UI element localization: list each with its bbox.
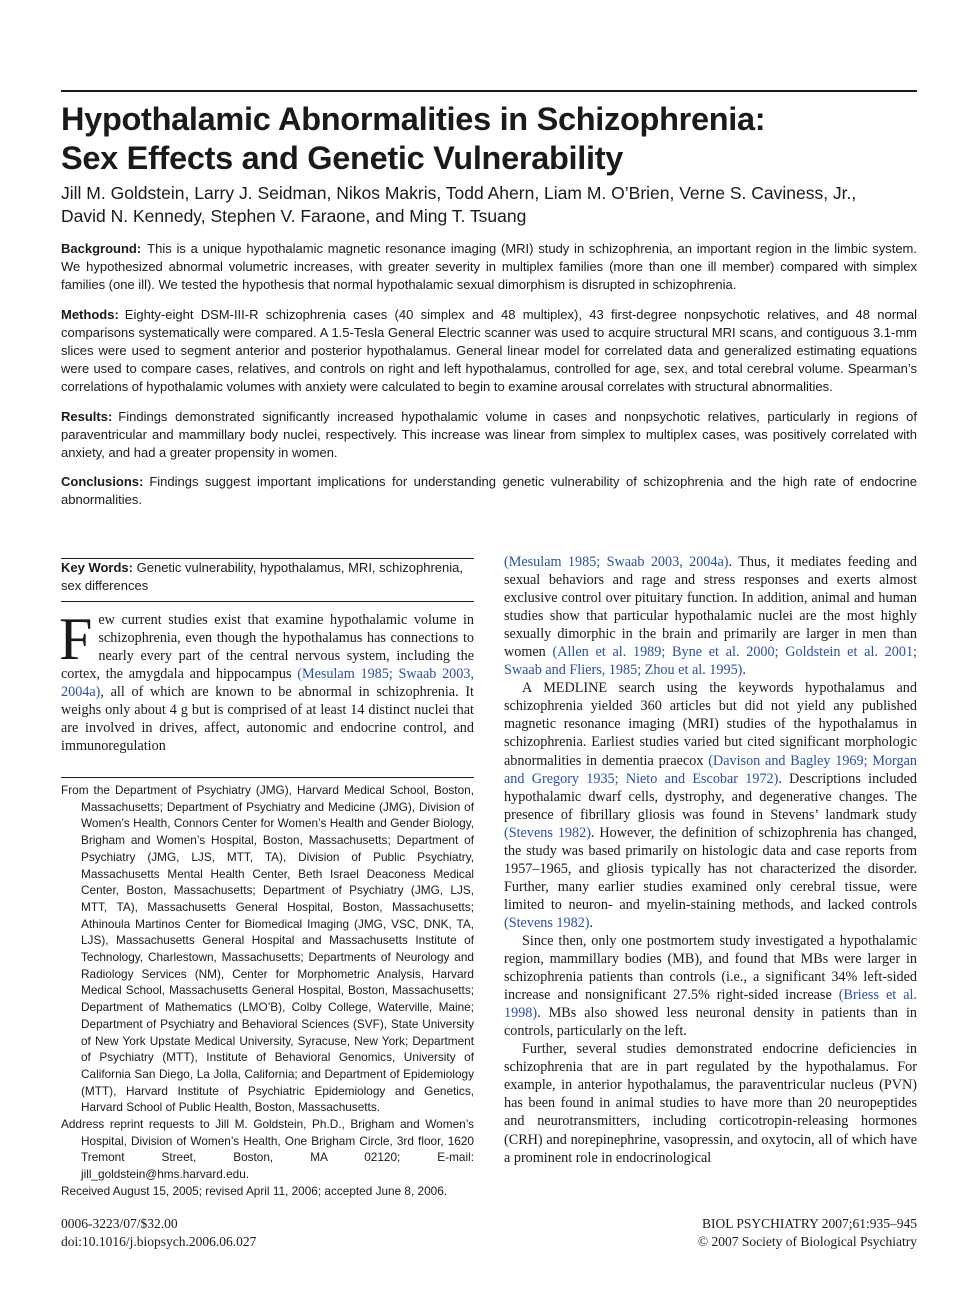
journal-citation: BIOL PSYCHIATRY 2007;61:935–945 (701, 1216, 917, 1231)
abstract-background (61, 240, 917, 295)
footnote-divider (61, 777, 474, 778)
body-paragraph-4: Further, several studies demonstrated endocrine deficiencies in schizophrenia that are in part regulated by the hypothalamus. For example, in anterior hypothalamus, the paraventricular nucleus (PVN) has been found in animal studies to have more than 20 neuropeptides and neurotransmitters, including corticotropin-releasing hormones (CRH) and norepinephrine, vasopressin, and oxytocin, all of which have a prominent role in endocrinological (504, 1041, 917, 1166)
body-paragraph-3 (504, 932, 917, 1040)
abstract-methods (61, 306, 917, 397)
conclusions-label: Conclusions: (61, 474, 144, 490)
body-text: A MEDLINE search using the keywords hypothalamus and schizophrenia yielded 360 articles but did not yield any published magnetic resonance imaging (MRI) studies of the hypothalamus in schizophrenia. Earliest studies varied but cited significant morphologic abnormalities in dementia praecox (504, 680, 917, 769)
conclusions-text: Findings suggest important implications for understanding genetic vulnerability of schizophrenia and the high rate of endocrine abnormalities. (61, 474, 917, 508)
header-rule (61, 90, 917, 92)
footer-left (61, 1215, 256, 1250)
background-label: Background: (61, 241, 142, 256)
drop-cap: F (59, 606, 93, 672)
citation-link[interactable]: (Stevens 1982) (504, 824, 591, 841)
copyright: © 2007 Society of Biological Psychiatry (697, 1233, 917, 1249)
body-text: . Thus, it mediates feeding and sexual behaviors and rage and stress responses and exerts almost exclusive control over pituitary function. In addition, animal and human studies show that particular hypothalamic nuclei are the most highly sexually dimorphic in the brain and primarily are larger in men than women (504, 554, 917, 661)
body-column-right (504, 553, 917, 1167)
issn-price: 0006-3223/07/$32.00 (61, 1216, 178, 1231)
affiliations (61, 782, 474, 1200)
intro-text-a: ew current studies exist that examine hypothalamic volume in schizophrenia, even though the hypothalamus has connections to nearly every part of the central nervous system, including the cortex, the amygdala and hippocampus (61, 612, 474, 683)
body-text: . MBs also showed less neuronal density in patients than in controls, particularly on the left. (504, 1005, 917, 1040)
background-text: This is a unique hypothalamic magnetic resonance imaging (MRI) study in schizophrenia, an important region in the limbic system. We hypothesized abnormal volumetric increases, with greater severity in multiplex families (more than one ill member) compared with simplex families (one ill). We tested the hypothesis that normal hypothalamic sexual dimorphism is disrupted in schizophrenia. (61, 241, 917, 293)
keywords-text: Genetic vulnerability, hypothalamus, MRI, schizophrenia, sex differences (61, 560, 463, 593)
body-text: Since then, only one postmortem study investigated a hypothalamic region, mammillary bodies (MB), and found that MBs were larger in schizophrenia patients than controls (i.e., a significant 34% left-sided increase and nonsignificant 27.5% right-sided increase (504, 932, 917, 1004)
title-line-1: Hypothalamic Abnormalities in Schizophrenia: (61, 101, 766, 137)
citation-link[interactable]: (Mesulam 1985; Swaab 2003, 2004a) (504, 554, 729, 570)
methods-text: Eighty-eight DSM-III-R schizophrenia cases (40 simplex and 48 multiplex), 43 first-degree nonpsychotic relatives, and 48 normal comparisons systematically were compared. A 1.5-Tesla General Electric scanner was used to acquire structural MRI scans, and contiguous 3.1-mm slices were used to segment anterior and posterior hypothalamus. General linear model for correlated data and generalized estimating equations were used to compare cases, relatives, and controls on right and left hypothalamus, controlled for age, sex, and total cerebral volume. Spearman’s correlations of hypothalamic volumes with anxiety were calculated to begin to examine arousal correlates with structural abnormalities. (61, 306, 917, 395)
body-text: . Descriptions included hypothalamic dwarf cells, dystrophy, and degenerative changes. The presence of fibrillary gliosis was found in Stevens’ landmark study (504, 770, 917, 823)
citation-link[interactable]: (Davison and Bagley 1969; Morgan and Gregory 1935; Nieto and Escobar 1972) (504, 752, 917, 787)
body-text: . (589, 914, 594, 931)
citation-link[interactable]: (Mesulam 1985; Swaab 2003, 2004a) (61, 666, 474, 701)
received-dates: Received August 15, 2005; revised April 11, 2006; accepted June 8, 2006. (61, 1183, 448, 1198)
results-label: Results: (61, 408, 113, 424)
methods-label: Methods: (61, 306, 119, 322)
keywords-box (61, 558, 474, 602)
authors-line-1: Jill M. Goldstein, Larry J. Seidman, Nikos Makris, Todd Ahern, Liam M. O’Brien, Verne S. Caviness, Jr., (61, 183, 857, 203)
body-text: . (742, 662, 746, 679)
abstract-conclusions (61, 473, 917, 509)
body-paragraph-2 (504, 679, 917, 932)
title-line-2: Sex Effects and Genetic Vulnerability (61, 140, 624, 176)
body-column-left (59, 606, 474, 755)
authors-line-2: David N. Kennedy, Stephen V. Faraone, and Ming T. Tsuang (61, 206, 527, 226)
article-title (61, 100, 921, 178)
results-text: Findings demonstrated significantly increased hypothalamic volume in cases and nonpsychotic relatives, particularly in regions of paraventricular and mammillary body nuclei, respectively. This increase was linear from simplex to multiplex cases, was positively correlated with anxiety, and had a greater propensity in women. (61, 408, 917, 461)
doi[interactable]: doi:10.1016/j.biopsych.2006.06.027 (61, 1233, 257, 1249)
abstract (61, 240, 917, 521)
intro-text-b: , all of which are known to be abnormal in schizophrenia. It weighs only about 4 g but is comprised of at least 14 distinct nuclei that are involved in drives, affect, autonomic and endocrine control, and immunoregulation (61, 684, 474, 755)
intro-paragraph (59, 606, 474, 755)
affiliation-text: From the Department of Psychiatry (JMG), Harvard Medical School, Boston, Massachusetts; Department of Psychiatry and Medicine (JMG), Division of Women’s Health, Connors Center for Women’s Health and Gender Biology, Brigham and Women’s Hospital, Boston, Massachusetts; Department of Psychiatry (JMG, LJS, MTT, TA), Division of Public Psychiatry, Massachusetts Mental Health Center, Beth Israel Deaconess Medical Center, Boston, Massachusetts; Department of Psychiatry (JMG, LJS, MTT, TA), Massachusetts General Hospital, Boston, Massachusetts; Athinoula Martinos Center for Biomedical Imaging (JMG, VSC, DNK, TA, LJS), Massachusetts General Hospital and Massachusetts Institute of Technology, Charlestown, Massachusetts; Departments of Neurology and Radiology Services (NM), Center for Morphometric Analysis, Harvard Medical School, Massachusetts General Hospital, Boston, Massachusetts; Department of Mathematics (LMO’B), Colby College, Waterville, Maine; Department of Psychiatry and Behavioral Sciences (SVF), State University of New York Upstate Medical University, Syracuse, New York; Department of Psychiatry (MTT), Institute of Behavioral Genomics, University of California San Diego, La Jolla, California; and Department of Epidemiology (MTT), Harvard Institute of Psychiatric Epidemiology and Genetics, Harvard School of Public Health, Boston, Massachusetts. (61, 783, 474, 1115)
footer-right (698, 1215, 917, 1250)
citation-link[interactable]: (Stevens 1982) (504, 914, 590, 931)
body-text: . However, the definition of schizophrenia has changed, the study was based primarily on histologic data and case reports from 1957–1965, and gliosis typically has not characterized the disorder. Further, many earlier studies examined only cerebral tissue, were limited to neuron- and myelin-staining methods, and lacked controls (504, 824, 917, 913)
body-paragraph-1 (504, 553, 917, 679)
reprint-address: Address reprint requests to Jill M. Goldstein, Ph.D., Brigham and Women’s Hospital, Division of Women’s Health, One Brigham Circle, 3rd floor, 1620 Tremont Street, Boston, MA 02120; E-mail: jill_goldstein@hms.harvard.edu. (61, 1117, 474, 1182)
author-list (61, 182, 921, 228)
abstract-results (61, 408, 917, 463)
citation-link[interactable]: (Briess et al. 1998) (504, 987, 917, 1022)
citation-link[interactable]: (Allen et al. 1989; Byne et al. 2000; Goldstein et al. 2001; Swaab and Fliers, 1985; Zhou et al. 1995) (504, 644, 917, 679)
keywords-label: Key Words: (61, 560, 133, 575)
